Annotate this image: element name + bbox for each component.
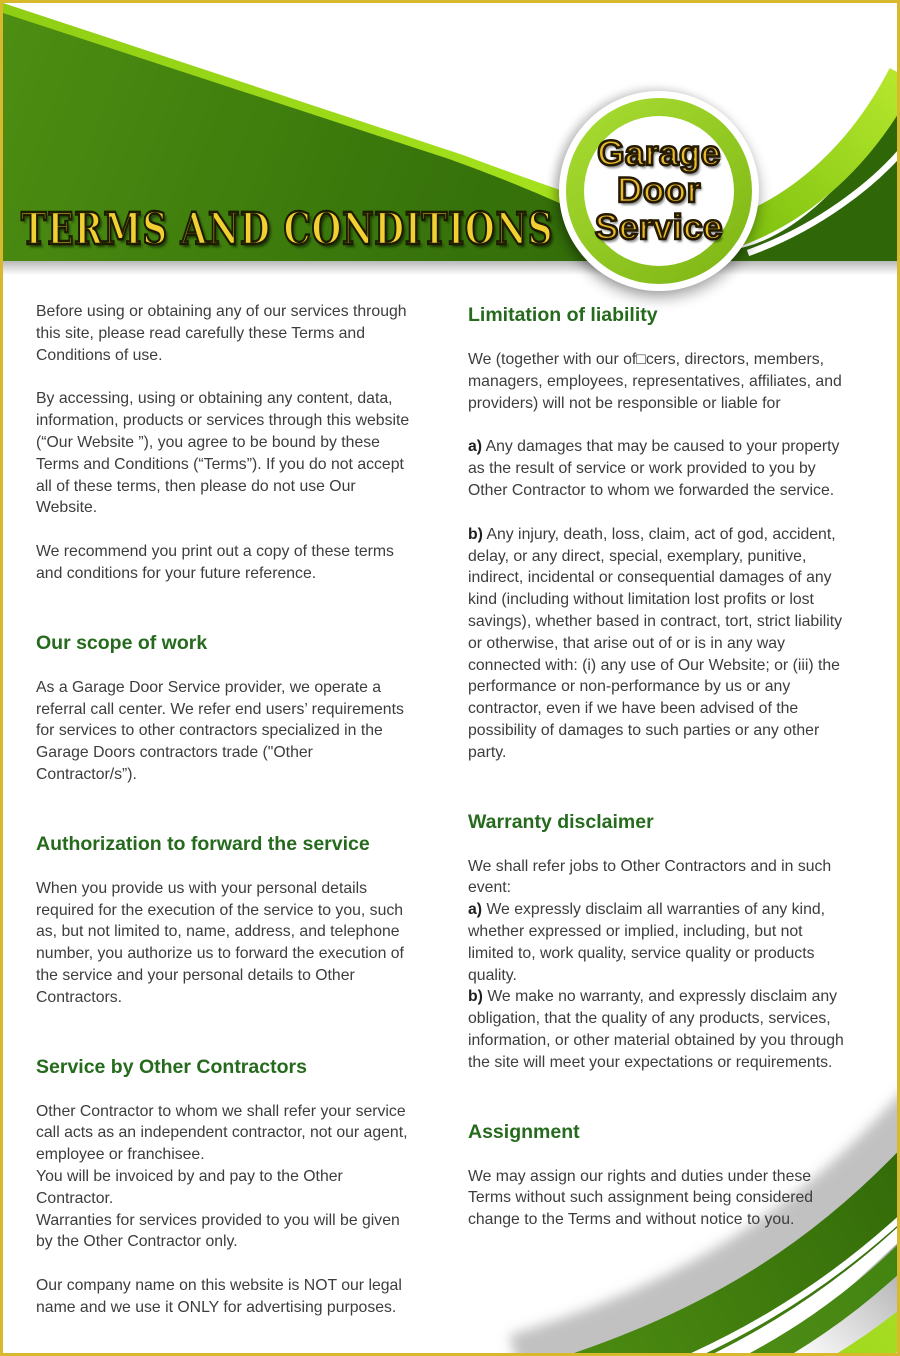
company-name-paragraph: Our company name on this website is NOT our legal name and we use it ONLY for advertising purposes.	[36, 1277, 402, 1316]
authorization-paragraph: When you provide us with your personal details required for the execution of the service to you, such as, but not limited to, name, address, and telephone number, you authorize us to forward the execution of the service and your personal details to Other Contractors.	[36, 879, 404, 1006]
liability-item-b	[468, 524, 850, 764]
intro-paragraph-2: By accessing, using or obtaining any content, data, information, products or services through this website (“Our Website ”), you agree to be bound by these Terms and Conditions (“Terms”). If you do not accept all of these terms, then please do not use Our Website.	[36, 390, 410, 517]
warranty-item-b	[468, 986, 850, 1073]
heading-service-by-other-contractors: Service by Other Contractors	[36, 1055, 307, 1078]
brand-badge	[559, 91, 759, 291]
badge-line-3: Service	[594, 208, 724, 247]
warranty-text-a: We expressly disclaim all warranties of any kind, whether expressed or implied, including, but not limited to, work quality, service quality or products quality.	[468, 901, 826, 984]
item-text-a: Any damages that may be caused to your property as the result of service or work provided to you by Other Contractor to whom we forwarded the service.	[468, 438, 840, 499]
badge-line-2: Door	[617, 171, 701, 210]
service-line-1: Other Contractor to whom we shall refer your service call acts as an independent contractor, not our agent, employee or franchisee.	[36, 1102, 408, 1164]
warranty-item-a	[468, 899, 850, 986]
content-area	[3, 255, 897, 1319]
right-column	[468, 301, 850, 1319]
scope-paragraph: As a Garage Door Service provider, we operate a referral call center. We refer end users’ requirements for services to other contractors specialized in the Garage Doors contractors trade ("Other Contractor/s”).	[36, 678, 404, 783]
service-line-3: Warranties for services provided to you will be given by the Other Contractor only.	[36, 1211, 400, 1251]
item-text-b: Any injury, death, loss, claim, act of god, accident, delay, or any direct, special, exemplary, punitive, indirect, incidental or consequential damages of any kind (including without limitation lost profits or lost savings), whether based in contract, tort, strict liability or otherwise, that arise out of or is in any way connected with: (i) any use of Our Website; or (iii) the performance or non-performance by us or any contractor, even if we have been advised of the possibility of damages to such parties or any other party.	[468, 525, 843, 761]
heading-warranty-disclaimer: Warranty disclaimer	[468, 810, 654, 833]
liability-intro: We (together with our of□cers, directors, members, managers, employees, representatives, affiliates, and providers) will not be responsible or liable for	[468, 351, 842, 412]
warranty-label-a: a)	[468, 901, 483, 919]
liability-item-a	[468, 436, 850, 501]
heading-scope-of-work: Our scope of work	[36, 631, 208, 654]
page-title: TERMS AND CONDITIONS	[21, 204, 554, 255]
item-label-a: a)	[468, 438, 483, 456]
intro-paragraph-1: Before using or obtaining any of our services through this site, please read carefully these Terms and Conditions of use.	[36, 303, 407, 364]
badge-line-1: Garage	[597, 134, 721, 173]
heading-limitation-of-liability: Limitation of liability	[468, 304, 658, 326]
warranty-label-b: b)	[468, 988, 483, 1006]
assignment-paragraph: We may assign our rights and duties under these Terms without such assignment being considered change to the Terms and without notice to you.	[468, 1167, 814, 1229]
heading-authorization: Authorization to forward the service	[36, 832, 370, 855]
badge-text	[559, 135, 759, 246]
warranty-text-b: We make no warranty, and expressly disclaim any obligation, that the quality of any products, services, information, or other material obtained by you through the site will meet your expectations or requirements.	[468, 988, 844, 1071]
intro-paragraph-3: We recommend you print out a copy of these terms and conditions for your future reference.	[36, 543, 394, 582]
left-column	[36, 301, 418, 1319]
warranty-intro: We shall refer jobs to Other Contractors and in such event:	[468, 857, 832, 897]
item-label-b: b)	[468, 525, 483, 543]
heading-assignment: Assignment	[468, 1120, 580, 1143]
service-line-2: You will be invoiced by and pay to the Other Contractor.	[36, 1167, 343, 1207]
